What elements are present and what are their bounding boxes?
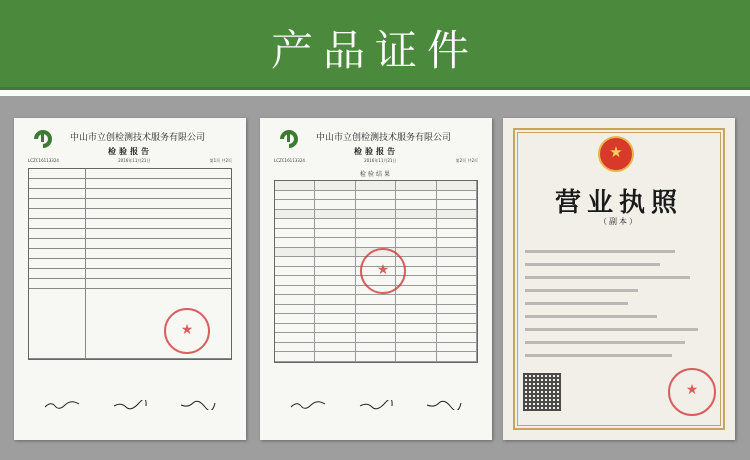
report-title: 检验报告 xyxy=(108,147,152,156)
signature-row xyxy=(274,400,478,410)
signature-icon xyxy=(43,400,81,410)
inspection-report-page-1 xyxy=(14,118,246,440)
inspection-seal-icon xyxy=(360,248,406,294)
report-date: 2016年11月21日 xyxy=(118,158,151,163)
report-title: 检验报告 xyxy=(354,147,398,156)
results-heading: 检验结果 xyxy=(359,171,392,178)
signature-icon xyxy=(425,400,463,410)
license-subtitle: （副本） xyxy=(599,217,639,226)
signature-icon xyxy=(357,400,395,410)
page-title: 产品证件 xyxy=(270,26,479,75)
license-title: 营业执照 xyxy=(554,188,683,218)
report-number: LCZC16113324 xyxy=(274,158,305,163)
company-name: 中山市立创检测技术服务有限公司 xyxy=(70,133,206,143)
inspection-seal-icon xyxy=(164,308,210,354)
report-page: 第1页 共2页 xyxy=(209,158,232,163)
report-page: 第2页 共2页 xyxy=(455,158,478,163)
signature-icon xyxy=(111,400,149,410)
qr-code-icon xyxy=(523,373,561,411)
company-name: 中山市立创检测技术服务有限公司 xyxy=(316,133,452,143)
license-details xyxy=(525,250,713,367)
registration-seal-icon xyxy=(668,368,716,416)
signature-row xyxy=(28,400,232,410)
report-meta xyxy=(28,158,232,164)
national-emblem-icon xyxy=(598,136,634,172)
report-meta xyxy=(274,158,478,164)
business-license xyxy=(503,118,735,440)
inspection-report-page-2 xyxy=(260,118,492,440)
header-banner xyxy=(0,0,750,90)
signature-icon xyxy=(289,400,327,410)
report-number: LCZC16113324 xyxy=(28,158,59,163)
signature-icon xyxy=(179,400,217,410)
report-date: 2016年11月21日 xyxy=(364,158,397,163)
